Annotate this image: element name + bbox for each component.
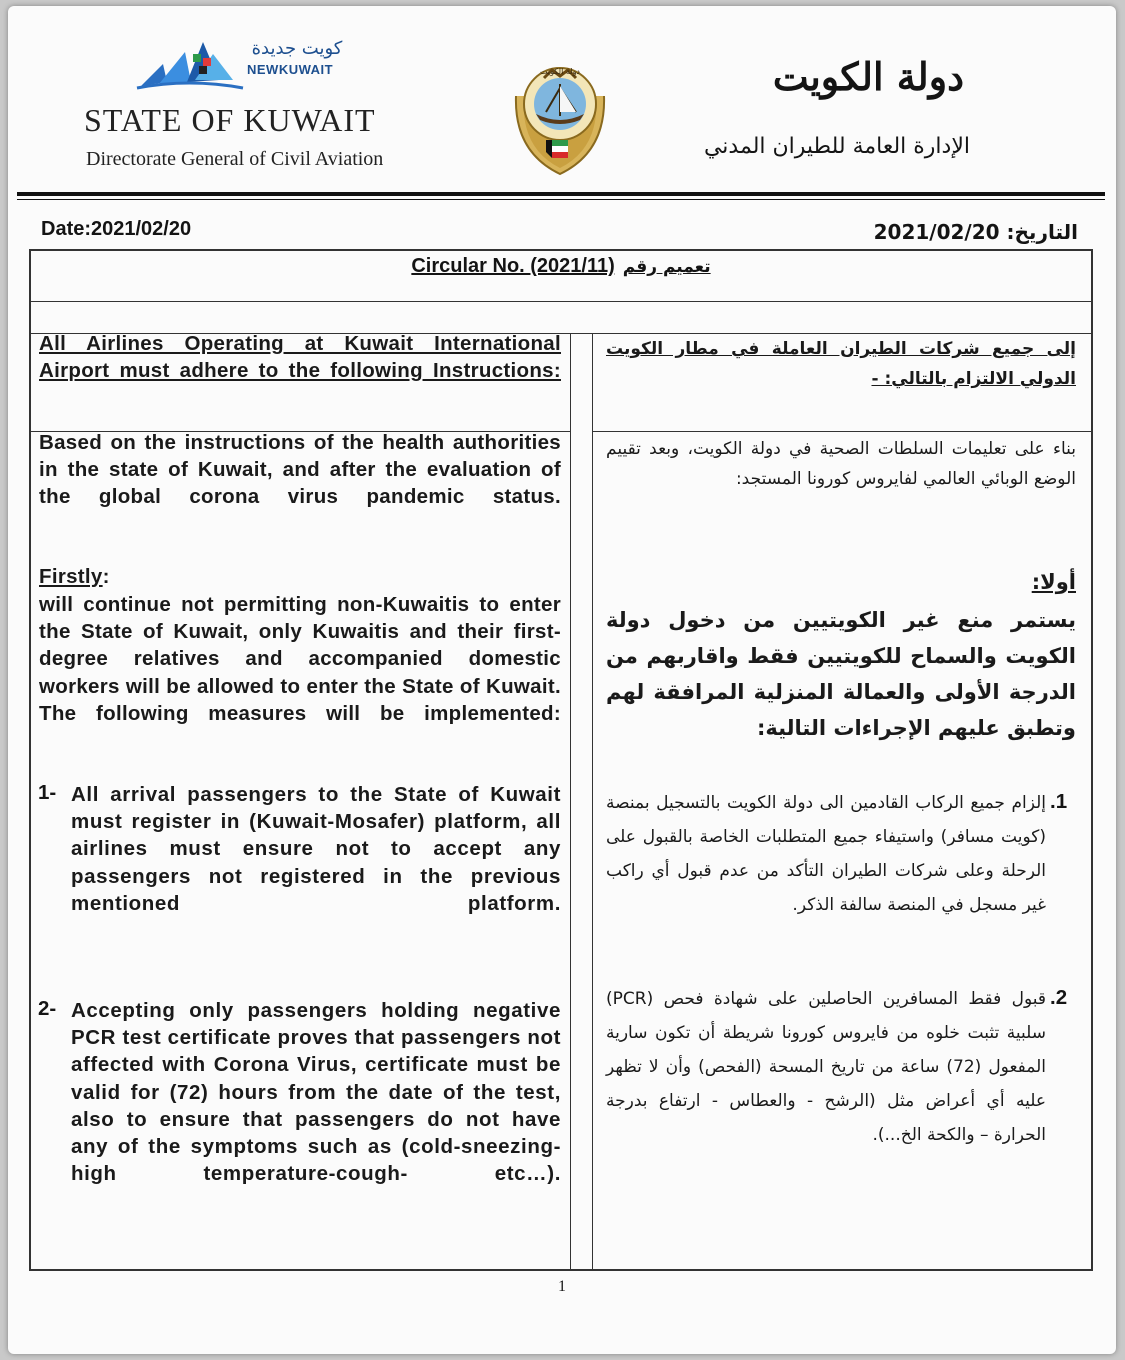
- emblem-text: دولة الكويت: [540, 67, 580, 76]
- addressee-ar: إلى جميع شركات الطيران العاملة في مطار الكويت الدولي الالتزام بالتالي: -: [606, 339, 1076, 389]
- date-en: Date:2021/02/20: [41, 218, 192, 240]
- document-page: [8, 6, 1116, 1354]
- firstly-heading-en: Firstly:: [39, 565, 110, 588]
- table-column-divider: [570, 333, 571, 1269]
- circular-title: [31, 255, 1091, 278]
- firstly-heading-ar: أولا:: [1031, 570, 1076, 594]
- addressee-en: All Airlines Operating at Kuwait International Airport must adhere to the following Instructions:: [39, 332, 561, 383]
- item-1-text-en: All arrival passengers to the State of Kuwait must register in (Kuwait-Mosafer) platform, all airlines must ensure not to accept any passengers not registered in the previous mentioned platform.: [71, 783, 561, 915]
- table-row-divider: [592, 431, 1093, 432]
- newkuwait-arabic-text: كويت جديدة: [251, 38, 343, 59]
- newkuwait-logo: [133, 36, 353, 92]
- table-column-divider: [592, 333, 593, 1269]
- date-ar: [874, 220, 1078, 244]
- item-1-number-ar: .1: [1050, 790, 1068, 813]
- item-2-number-ar: .2: [1050, 986, 1068, 1009]
- table-row-divider: [31, 301, 1091, 302]
- date-ar-value: 2021/02/20: [873, 220, 1000, 244]
- item-1-number-en: 1-: [38, 781, 57, 804]
- item-2-text-ar: قبول فقط المسافرين الحاصلين على شهادة فحص (PCR) سلبية تثبت خلوه من فايروس كورونا شريطة أن تكون سارية المفعول (72) ساعة من تاريخ المسحة (الفحص) وأن لا تظهر عليه أي أعراض مثل (الرشح - والعطاس - ارتفاع بدرجة الحرارة – والكحة الخ...).: [606, 989, 1046, 1145]
- firstly-body-en: will continue not permitting non-Kuwaitis to enter the State of Kuwait, only Kuwaitis and their first-degree relatives and accompanied domestic workers will be allowed to enter the State of Kuwait. The following measures will be implemented:: [39, 593, 561, 725]
- directorate-title-en: Directorate General of Civil Aviation: [86, 148, 384, 170]
- circular-title-ar: تعميم رقم: [622, 257, 711, 277]
- newkuwait-sail-icon: [133, 36, 245, 92]
- firstly-body-ar: يستمر منع غير الكويتيين من دخول دولة الكويت والسماح للكويتيين فقط واقاربهم من الدرجة الأولى والعمالة المنزلية المرافقة لهم وتطبق عليهم الإجراءات التالية:: [606, 608, 1076, 740]
- item-2-text-en: Accepting only passengers holding negative PCR test certificate proves that passengers not affected with Corona Virus, certificate must be valid for (72) hours from the date of the test, also to ensure that passengers do not have any of the symptoms such as (cold-sneezing-high temperature-cough- etc…).: [71, 999, 561, 1186]
- item-1-text-ar: إلزام جميع الركاب القادمين الى دولة الكويت بالتسجيل بمنصة (كويت مسافر) واستيفاء جميع المتطلبات الخاصة بالقبول على الرحلة وعلى شركات الطيران التأكد من عدم قبول أي راكب غير مسجل في المنصة سالفة الذكر.: [606, 793, 1046, 915]
- item-2-number-en: 2-: [38, 997, 57, 1020]
- header-divider: [17, 192, 1105, 196]
- page-number: 1: [558, 1278, 566, 1295]
- state-title-ar: دولة الكويت: [772, 54, 964, 99]
- intro-ar: بناء على تعليمات السلطات الصحية في دولة الكويت، وبعد تقييم الوضع الوبائي العالمي لفايروس كورونا المستجد:: [606, 439, 1076, 489]
- header-divider-thin: [17, 199, 1105, 200]
- newkuwait-english-text: NEWKUWAIT: [247, 62, 334, 77]
- kuwait-emblem-icon: [506, 56, 614, 178]
- directorate-title-ar: الإدارة العامة للطيران المدني: [703, 134, 970, 159]
- date-ar-label: التاريخ:: [1006, 220, 1078, 244]
- state-title-en: STATE OF KUWAIT: [84, 102, 376, 138]
- intro-en: Based on the instructions of the health authorities in the state of Kuwait, and after the evaluation of the global corona virus pandemic status.: [39, 431, 561, 509]
- circular-title-en: Circular No. (2021/11): [411, 255, 615, 277]
